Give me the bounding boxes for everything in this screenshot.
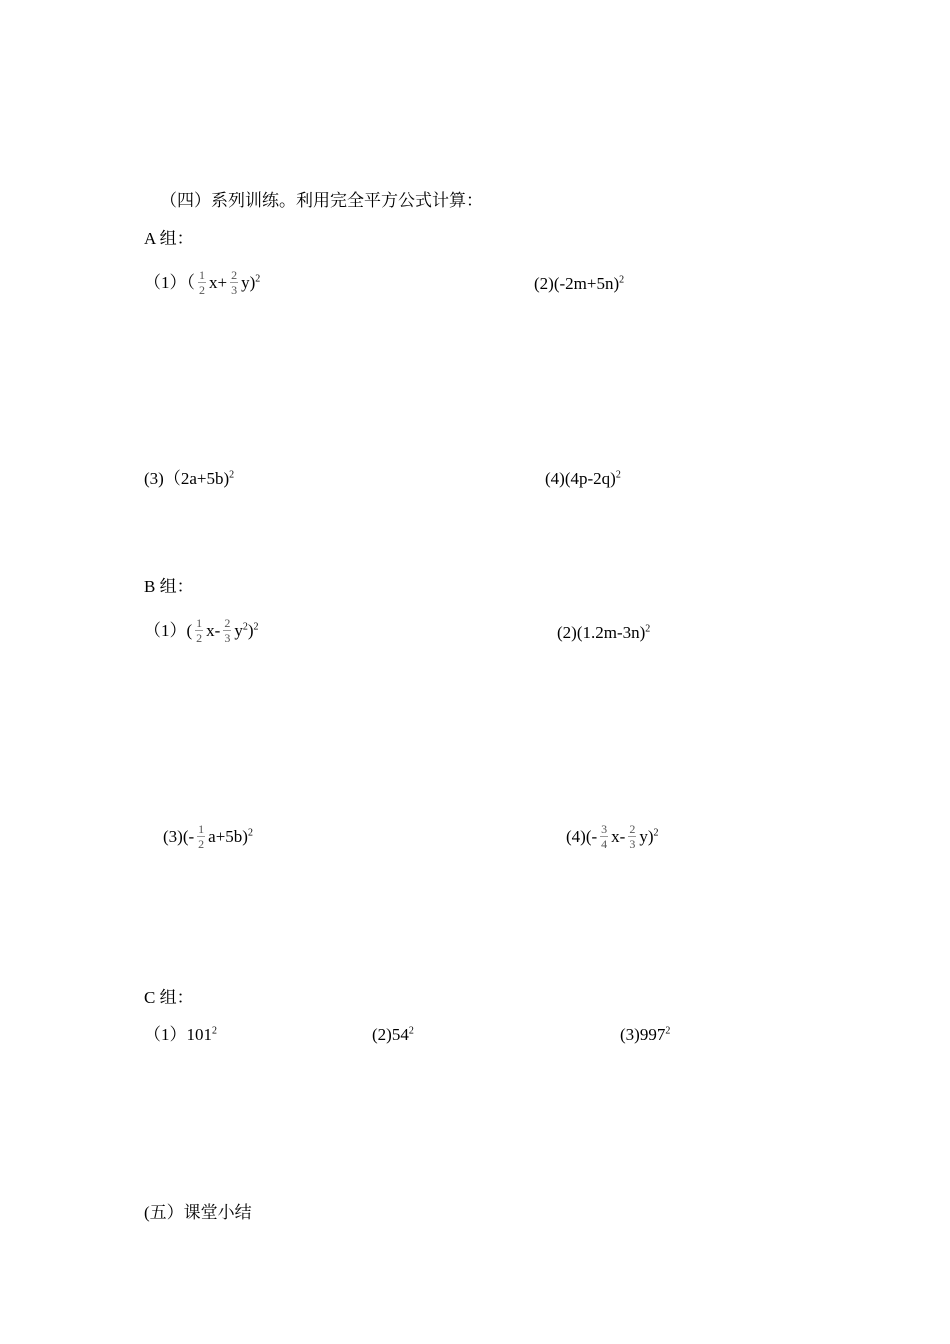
problem-middle: x-: [611, 826, 626, 846]
group-b-problem-4: [566, 822, 659, 851]
fraction-numerator: 2: [224, 616, 231, 630]
problem-text: (3)997: [620, 1025, 666, 1044]
fraction: [600, 822, 608, 851]
group-b-label: B 组：: [144, 577, 194, 596]
problem-text: (2)(-2m+5n): [534, 274, 620, 293]
group-c-problem-2: [372, 1025, 414, 1045]
fraction-numerator: 1: [198, 822, 205, 836]
problem-suffix: [639, 827, 658, 847]
fraction: [197, 822, 205, 851]
fraction-denominator: 3: [224, 631, 231, 645]
fraction: [198, 268, 206, 297]
exponent: 2: [653, 826, 659, 838]
problem-text: (4)(4p-2q): [545, 469, 616, 488]
group-a-problem-2: [534, 274, 624, 294]
problem-prefix: （1）（: [144, 272, 195, 292]
problem-prefix: （1）(: [144, 620, 193, 640]
fraction-numerator: 1: [199, 268, 205, 282]
group-c-label: C 组：: [144, 988, 194, 1007]
fraction-denominator: 3: [629, 837, 636, 851]
closing-paren: ): [247, 620, 254, 640]
problem-suffix: [241, 273, 260, 293]
exponent: 2: [615, 469, 621, 481]
group-a-problem-1: [144, 268, 260, 297]
problem-prefix: (4)(-: [566, 826, 598, 846]
inner-exponent: 2: [242, 620, 248, 632]
problem-suffix-text: y): [241, 272, 256, 292]
section-four-title: （四）系列训练。利用完全平方公式计算：: [160, 191, 483, 210]
fraction: [223, 616, 231, 645]
fraction-denominator: 3: [231, 283, 238, 297]
group-c-problem-3: [620, 1025, 670, 1045]
problem-suffix-text: a+5b): [208, 826, 248, 846]
problem-text: (3)（2a+5b): [144, 469, 230, 488]
exponent: 2: [229, 469, 235, 481]
problem-prefix: (3)(-: [163, 826, 195, 846]
fraction-denominator: 2: [199, 283, 205, 297]
group-b-problem-1: [144, 616, 259, 645]
fraction-numerator: 1: [196, 616, 203, 630]
problem-suffix-text: y): [639, 826, 654, 846]
exponent: 2: [619, 274, 625, 286]
exponent: 2: [212, 1025, 217, 1037]
group-b-problem-3: [163, 822, 253, 851]
problem-text: （1）101: [144, 1025, 212, 1044]
problem-suffix: [234, 621, 258, 641]
fraction-denominator: 2: [196, 631, 203, 645]
problem-suffix-text: y: [234, 620, 243, 640]
fraction-denominator: 2: [198, 837, 205, 851]
exponent: 2: [247, 826, 253, 838]
exponent: 2: [645, 623, 651, 635]
problem-middle: x-: [206, 620, 221, 640]
group-a-problem-3: [144, 469, 234, 489]
exponent: 2: [255, 272, 261, 284]
exponent: 2: [408, 1025, 414, 1037]
group-a-label: A 组：: [144, 229, 194, 248]
problem-suffix: [208, 827, 253, 847]
exponent: 2: [665, 1025, 671, 1037]
fraction: [628, 822, 636, 851]
group-c-problem-1: [144, 1025, 217, 1045]
section-five-title: (五）课堂小结: [144, 1203, 252, 1222]
fraction-numerator: 2: [231, 268, 238, 282]
fraction-numerator: 2: [629, 822, 636, 836]
problem-middle: x+: [209, 272, 228, 292]
fraction-numerator: 3: [601, 822, 608, 836]
fraction: [195, 616, 203, 645]
fraction-denominator: 4: [601, 837, 608, 851]
problem-text: (2)(1.2m-3n): [557, 623, 646, 642]
fraction: [230, 268, 238, 297]
group-a-problem-4: [545, 469, 621, 489]
exponent: 2: [253, 620, 259, 632]
problem-text: (2)54: [372, 1025, 409, 1044]
group-b-problem-2: [557, 623, 650, 643]
